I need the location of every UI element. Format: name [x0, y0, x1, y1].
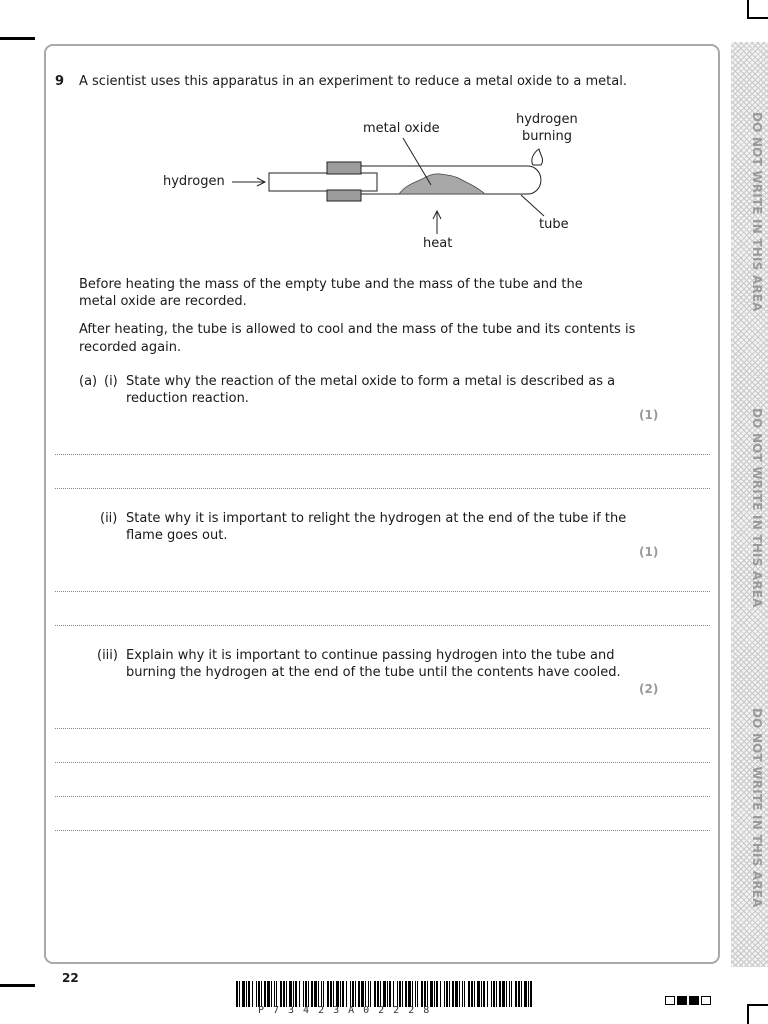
answer-line[interactable] [55, 625, 710, 626]
barcode [236, 981, 534, 1007]
intro-para1-line1: Before heating the mass of the empty tube and the mass of the tube and the [79, 277, 583, 292]
part-a-i-line1: State why the reaction of the metal oxide to form a metal is described as a [126, 374, 616, 389]
answer-line[interactable] [55, 728, 710, 729]
margin-warning-top: DO NOT WRITE IN THIS AREA [750, 112, 764, 312]
part-a-iii-line1: Explain why it is important to continue passing hydrogen into the tube and [126, 648, 615, 663]
intro-para2-line1: After heating, the tube is allowed to cool and the mass of the tube and its contents is [79, 322, 636, 337]
part-a-ii-label: (ii) [100, 511, 118, 526]
barcode-digits: P73423A02228 [258, 1005, 439, 1016]
answer-line[interactable] [55, 488, 710, 489]
crop-mark-bottom-left [0, 984, 35, 987]
part-a-iii-marks: (2) [639, 682, 659, 696]
label-metal-oxide: metal oxide [363, 121, 440, 136]
part-a-i-line2: reduction reaction. [126, 391, 249, 406]
part-a-ii-marks: (1) [639, 545, 659, 559]
part-a-label: (a) [79, 374, 98, 389]
intro-para2-line2: recorded again. [79, 340, 182, 355]
part-a-i-marks: (1) [639, 408, 659, 422]
page-number: 22 [62, 971, 79, 985]
crop-mark-top-right-v [747, 0, 749, 18]
answer-line[interactable] [55, 762, 710, 763]
crop-mark-top-right-h [747, 17, 768, 19]
question-number: 9 [55, 74, 65, 89]
metal-oxide-heap [399, 174, 485, 194]
part-a-ii-line1: State why it is important to relight the hydrogen at the end of the tube if the [126, 511, 627, 526]
question-stem: A scientist uses this apparatus in an experiment to reduce a metal oxide to a metal. [79, 74, 627, 89]
label-tube: tube [539, 217, 569, 232]
label-hydrogen-burning-2: burning [522, 129, 572, 144]
label-hydrogen-in: hydrogen [163, 174, 225, 189]
part-a-i-label: (i) [104, 374, 118, 389]
flame-icon [532, 149, 543, 165]
margin-warning-middle: DO NOT WRITE IN THIS AREA [750, 408, 764, 608]
label-hydrogen-burning-1: hydrogen [516, 112, 578, 127]
label-heat: heat [423, 236, 453, 251]
answer-line[interactable] [55, 591, 710, 592]
intro-para1-line2: metal oxide are recorded. [79, 294, 247, 309]
delivery-tube [269, 173, 377, 191]
part-a-iii-line2: burning the hydrogen at the end of the tube until the contents have cooled. [126, 665, 621, 680]
answer-line[interactable] [55, 830, 710, 831]
answer-line[interactable] [55, 796, 710, 797]
crop-mark-bottom-right-v [747, 1004, 749, 1024]
margin-warning-bottom: DO NOT WRITE IN THIS AREA [750, 708, 764, 908]
part-a-ii-line2: flame goes out. [126, 528, 228, 543]
page-indicator-icon [665, 996, 713, 1006]
answer-line[interactable] [55, 454, 710, 455]
crop-mark-top-left [0, 37, 35, 40]
part-a-iii-label: (iii) [97, 648, 118, 663]
crop-mark-bottom-right-h [747, 1004, 768, 1006]
